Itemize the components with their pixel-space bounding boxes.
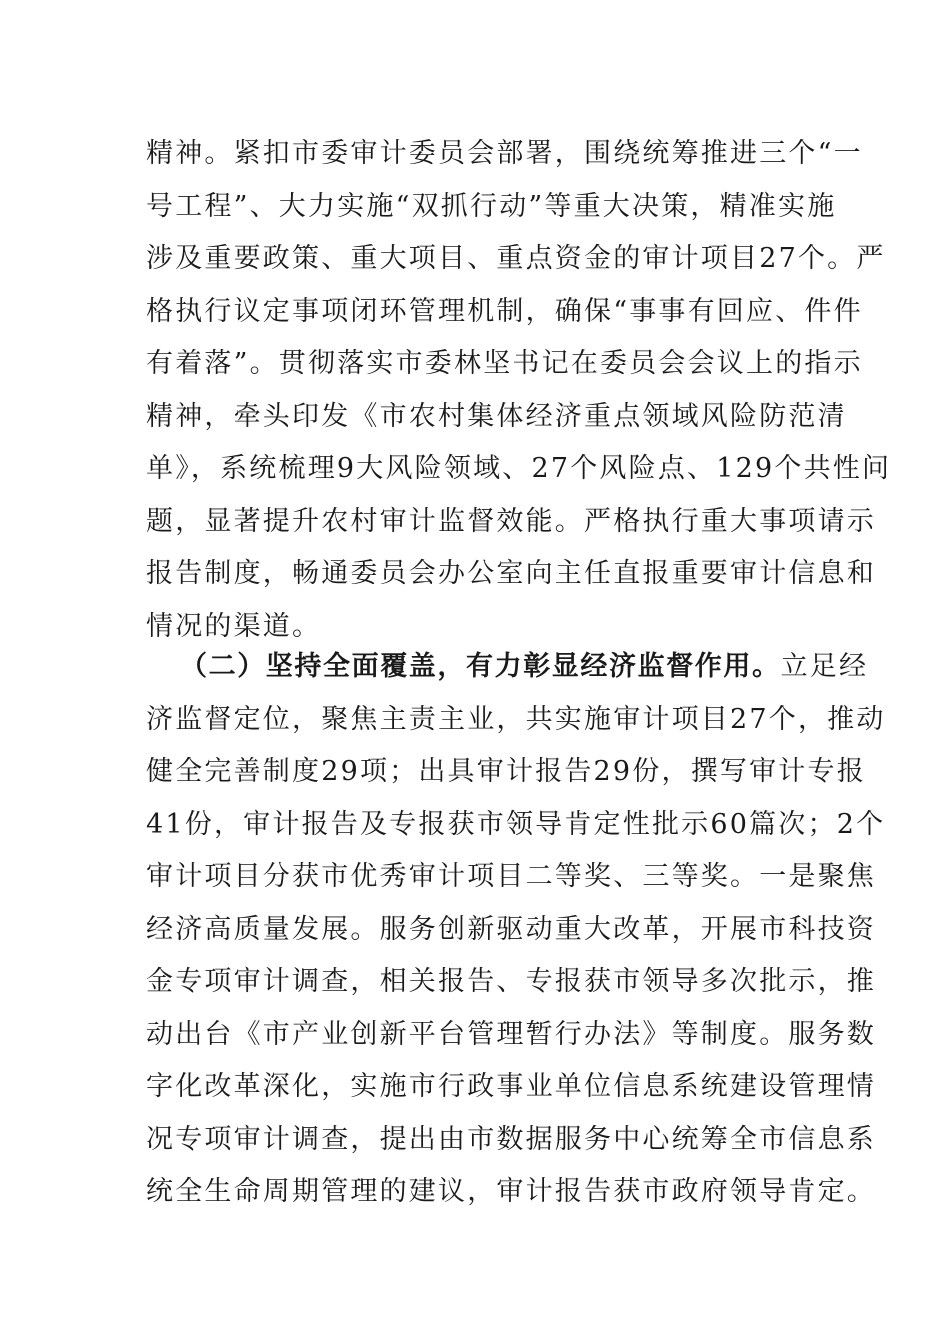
paragraph-1 [146,128,892,653]
paragraph-line: 格执行议定事项闭环管理机制，确保“事事有回应、件件 [146,295,863,327]
paragraph-line: 字化改革深化，实施市行政事业单位信息系统建设管理情 [146,1071,876,1102]
paragraph-line: 41份，审计报告及专报获市领导肯定性批示60篇次；2个 [146,808,886,840]
section-heading: （二）坚持全面覆盖，有力彰显经济监督作用。 [180,651,781,682]
heading-line-rest: 立足经 [780,651,869,682]
paragraph-line: 涉及重要政策、重大项目、重点资金的审计项目27个。严 [146,243,886,274]
paragraph-line: 金专项审计调查，相关报告、专报获市领导多次批示，推 [146,966,876,997]
paragraph-line: 报告制度，畅通委员会办公室向主任直报重要审计信息和 [146,558,876,589]
paragraph-line: 有着落”。贯彻落实市委林坚书记在委员会会议上的指示 [146,348,863,379]
paragraph-line: 号工程”、大力实施“双抓行动”等重大决策，精准实施 [146,190,837,222]
paragraph-line: 统全生命周期管理的建议，审计报告获市政府领导肯定。 [146,1176,876,1207]
paragraph-line: 情况的渠道。 [146,610,322,642]
paragraph-line: 动出台《市产业创新平台管理暂行办法》等制度。服务数 [146,1018,876,1050]
paragraph-line: 审计项目分获市优秀审计项目二等奖、三等奖。一是聚焦 [146,861,876,892]
paragraph-line: 单》，系统梳理9大风险领域、27个风险点、129个共性问 [146,453,892,484]
paragraph-line: 精神，牵头印发《市农村集体经济重点领域风险防范清 [146,400,847,432]
paragraph-line: 精神。紧扣市委审计委员会部署，围绕统筹推进三个“一 [146,138,863,169]
paragraph-first-line [146,641,869,694]
paragraph-line: 济监督定位，聚焦主责主业，共实施审计项目27个，推动 [146,703,886,735]
paragraph-2 [146,641,886,1219]
paragraph-line: 题，显著提升农村审计监督效能。严格执行重大事项请示 [146,505,876,537]
paragraph-line: 经济高质量发展。服务创新驱动重大改革，开展市科技资 [146,913,876,945]
paragraph-line: 健全完善制度29项；出具审计报告29份，撰写审计专报 [146,756,866,787]
paragraph-line: 况专项审计调查，提出由市数据服务中心统筹全市信息系 [146,1123,876,1155]
